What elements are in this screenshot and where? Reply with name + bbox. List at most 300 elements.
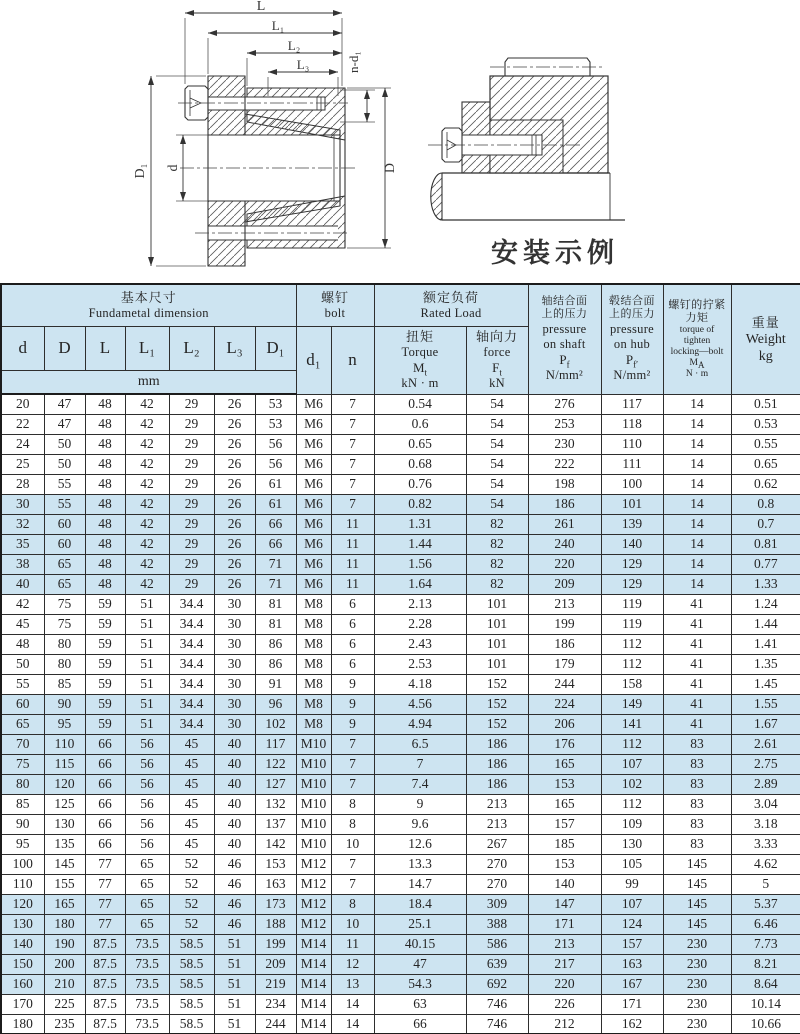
cell: 14 — [663, 414, 731, 434]
cell: 66 — [255, 534, 296, 554]
cell: 48 — [85, 494, 125, 514]
cell: 199 — [255, 934, 296, 954]
cell: 8 — [331, 894, 374, 914]
cell: 145 — [663, 894, 731, 914]
cell: 48 — [85, 554, 125, 574]
cell: 145 — [44, 854, 85, 874]
cell: 180 — [1, 1014, 44, 1034]
cell: 65 — [44, 554, 85, 574]
cell: 66 — [374, 1014, 466, 1034]
force-symbol: $F_t$ — [492, 360, 502, 378]
cell: 29 — [169, 474, 214, 494]
cell: 3.04 — [731, 794, 800, 814]
cell: 71 — [255, 554, 296, 574]
cell: 129 — [601, 574, 663, 594]
cell: 142 — [255, 834, 296, 854]
cell: 48 — [85, 394, 125, 414]
cell: 40 — [1, 574, 44, 594]
cell: 8 — [331, 814, 374, 834]
cell: 9 — [374, 794, 466, 814]
table-row — [1, 614, 800, 634]
cell: 0.62 — [731, 474, 800, 494]
p-shaft-unit: N/mm² — [545, 367, 584, 382]
cell: 26 — [214, 434, 255, 454]
cell: 22 — [1, 414, 44, 434]
cell: 40 — [214, 774, 255, 794]
cell: 61 — [255, 494, 296, 514]
table-row — [1, 654, 800, 674]
cell: 29 — [169, 394, 214, 414]
cell: 122 — [255, 754, 296, 774]
dim-label-D: D — [383, 162, 398, 174]
cell: 125 — [44, 794, 85, 814]
cell: 51 — [214, 994, 255, 1014]
table-row — [1, 894, 800, 914]
cell: 220 — [528, 554, 601, 574]
cell: 244 — [255, 1014, 296, 1034]
cell: 12 — [331, 954, 374, 974]
cell: 186 — [528, 634, 601, 654]
cell: 152 — [466, 694, 528, 714]
cell: 46 — [214, 894, 255, 914]
cell: 7 — [331, 454, 374, 474]
col-head-n: n — [331, 326, 374, 394]
cell: 41 — [663, 634, 731, 654]
cell: 1.33 — [731, 574, 800, 594]
cell: 115 — [44, 754, 85, 774]
cell: 11 — [331, 534, 374, 554]
cell: 1.67 — [731, 714, 800, 734]
cell: 58.5 — [169, 954, 214, 974]
cell: 14.7 — [374, 874, 466, 894]
table-row — [1, 934, 800, 954]
cell: 26 — [214, 414, 255, 434]
cell: 101 — [466, 634, 528, 654]
cell: 85 — [1, 794, 44, 814]
cell: M10 — [296, 814, 331, 834]
cell: 26 — [214, 394, 255, 414]
cell: 101 — [466, 614, 528, 634]
cell: 81 — [255, 594, 296, 614]
cell: M6 — [296, 494, 331, 514]
cell: M12 — [296, 854, 331, 874]
cell: 56 — [125, 774, 169, 794]
dim-label-nd1: n-d₁ — [346, 51, 361, 73]
cell: 9.6 — [374, 814, 466, 834]
cell: 14 — [663, 514, 731, 534]
header-pressure-hub — [601, 284, 663, 394]
cell: 7 — [331, 394, 374, 414]
cell: 129 — [601, 554, 663, 574]
cell: 140 — [601, 534, 663, 554]
cell: 130 — [44, 814, 85, 834]
cell: 139 — [601, 514, 663, 534]
table-row — [1, 554, 800, 574]
table-row — [1, 854, 800, 874]
cell: 6 — [331, 654, 374, 674]
cell: 61 — [255, 474, 296, 494]
cell: 29 — [169, 514, 214, 534]
cell: 48 — [85, 414, 125, 434]
cell: 51 — [125, 594, 169, 614]
dim-label-D1: D₁ — [133, 163, 148, 179]
cell: 157 — [528, 814, 601, 834]
cell: 102 — [255, 714, 296, 734]
p-shaft-zh1: 轴结合面 — [541, 295, 588, 308]
cell: 220 — [528, 974, 601, 994]
cell: 0.82 — [374, 494, 466, 514]
cell: 42 — [125, 454, 169, 474]
p-shaft-symbol: $P_f$ — [559, 352, 570, 370]
cell: 4.94 — [374, 714, 466, 734]
bolt-en: bolt — [324, 305, 346, 320]
cell: 2.89 — [731, 774, 800, 794]
cell: 7 — [331, 474, 374, 494]
cell: 152 — [466, 674, 528, 694]
table-row — [1, 414, 800, 434]
col-head-force — [466, 326, 528, 394]
dim-label-L2: L₂ — [287, 38, 301, 53]
cell: 30 — [214, 594, 255, 614]
dim-label-L: L — [256, 0, 266, 14]
cell: M14 — [296, 934, 331, 954]
cell: 29 — [169, 554, 214, 574]
rated-zh: 额定负荷 — [423, 289, 480, 305]
cell: 86 — [255, 634, 296, 654]
header-bolt — [296, 284, 374, 326]
cell: 137 — [255, 814, 296, 834]
cell: 7 — [331, 734, 374, 754]
cell: 60 — [44, 514, 85, 534]
cell: M6 — [296, 414, 331, 434]
cell: 0.6 — [374, 414, 466, 434]
cell: M14 — [296, 954, 331, 974]
cell: 42 — [125, 474, 169, 494]
p-hub-zh2: 上的压力 — [609, 308, 656, 321]
cell: 173 — [255, 894, 296, 914]
cell: 75 — [1, 754, 44, 774]
cell: 171 — [528, 914, 601, 934]
cell: 1.31 — [374, 514, 466, 534]
cell: 59 — [85, 614, 125, 634]
weight-unit: kg — [758, 348, 773, 364]
cell: 96 — [255, 694, 296, 714]
cell: M8 — [296, 654, 331, 674]
p-hub-unit: N/mm² — [613, 367, 651, 382]
cell: 46 — [214, 874, 255, 894]
cell: 41 — [663, 674, 731, 694]
cell: 82 — [466, 574, 528, 594]
table-row — [1, 834, 800, 854]
cell: 65 — [1, 714, 44, 734]
cell: 101 — [601, 494, 663, 514]
cell: 83 — [663, 814, 731, 834]
table-row — [1, 394, 800, 414]
cell: 14 — [331, 994, 374, 1014]
cell: 2.28 — [374, 614, 466, 634]
cell: 26 — [214, 554, 255, 574]
cell: 42 — [125, 534, 169, 554]
cell: 1.35 — [731, 654, 800, 674]
cell: 6 — [331, 594, 374, 614]
cell: 213 — [466, 794, 528, 814]
cell: 209 — [528, 574, 601, 594]
cell: 140 — [1, 934, 44, 954]
cell: 59 — [85, 674, 125, 694]
cell: 127 — [255, 774, 296, 794]
cell: 95 — [1, 834, 44, 854]
cell: 0.53 — [731, 414, 800, 434]
cell: 226 — [528, 994, 601, 1014]
cell: 65 — [125, 914, 169, 934]
basic-en: Fundametal dimension — [88, 305, 209, 320]
table-row — [1, 914, 800, 934]
cell: 112 — [601, 634, 663, 654]
cell: 110 — [44, 734, 85, 754]
cell: 10 — [331, 834, 374, 854]
header-weight — [731, 284, 800, 394]
cell: M6 — [296, 474, 331, 494]
cell: 54 — [466, 494, 528, 514]
cell: 8 — [331, 794, 374, 814]
cell: 7 — [374, 754, 466, 774]
cell: 230 — [528, 434, 601, 454]
cell: 117 — [255, 734, 296, 754]
cell: 0.7 — [731, 514, 800, 534]
cell: 86 — [255, 654, 296, 674]
cell: 53 — [255, 394, 296, 414]
cell: 111 — [601, 454, 663, 474]
cell: 225 — [44, 994, 85, 1014]
cell: 0.76 — [374, 474, 466, 494]
cell: 59 — [85, 654, 125, 674]
cell: 1.64 — [374, 574, 466, 594]
cell: 41 — [663, 594, 731, 614]
cell: 309 — [466, 894, 528, 914]
cell: 51 — [125, 654, 169, 674]
table-row — [1, 754, 800, 774]
cell: 66 — [85, 734, 125, 754]
cell: 55 — [1, 674, 44, 694]
cell: 66 — [85, 794, 125, 814]
col-head-D1: D₁ — [255, 326, 296, 370]
cell: 147 — [528, 894, 601, 914]
cell: 51 — [125, 634, 169, 654]
ma-en3: locking—bolt — [670, 346, 724, 357]
cell: 51 — [214, 934, 255, 954]
cell: M8 — [296, 594, 331, 614]
cell: 54.3 — [374, 974, 466, 994]
torque-zh: 扭矩 — [406, 328, 435, 344]
cell: 270 — [466, 854, 528, 874]
cell: 58.5 — [169, 1014, 214, 1034]
col-head-d1: d₁ — [296, 326, 331, 394]
cell: 56 — [125, 734, 169, 754]
cell: 26 — [214, 574, 255, 594]
cell: 112 — [601, 654, 663, 674]
cell: 40 — [214, 734, 255, 754]
cell: 163 — [601, 954, 663, 974]
cell: 120 — [44, 774, 85, 794]
cell: 54 — [466, 394, 528, 414]
cell: 59 — [85, 694, 125, 714]
cell: 7 — [331, 874, 374, 894]
cell: 0.8 — [731, 494, 800, 514]
table-row — [1, 814, 800, 834]
p-hub-en1: pressure — [609, 321, 655, 336]
cell: 1.55 — [731, 694, 800, 714]
cell: 42 — [1, 594, 44, 614]
cell: 58.5 — [169, 994, 214, 1014]
cell: 26 — [214, 454, 255, 474]
cell: 163 — [255, 874, 296, 894]
table-row — [1, 634, 800, 654]
cell: 34.4 — [169, 614, 214, 634]
cell: 51 — [125, 694, 169, 714]
cell: M8 — [296, 614, 331, 634]
cell: 83 — [663, 794, 731, 814]
cell: 10 — [331, 914, 374, 934]
cell: M14 — [296, 994, 331, 1014]
cell: 212 — [528, 1014, 601, 1034]
cell: 65 — [125, 874, 169, 894]
table-row — [1, 954, 800, 974]
cell: 63 — [374, 994, 466, 1014]
cell: 186 — [528, 494, 601, 514]
section-drawing — [90, 0, 420, 283]
cell: 30 — [214, 634, 255, 654]
cell: 35 — [1, 534, 44, 554]
cell: 14 — [663, 534, 731, 554]
cell: M6 — [296, 514, 331, 534]
cell: 14 — [663, 474, 731, 494]
cell: 51 — [125, 714, 169, 734]
cell: 0.68 — [374, 454, 466, 474]
spec-table — [0, 283, 800, 1034]
cell: 28 — [1, 474, 44, 494]
cell: 58.5 — [169, 974, 214, 994]
cell: 73.5 — [125, 974, 169, 994]
cell: 118 — [601, 414, 663, 434]
cell: 746 — [466, 994, 528, 1014]
cell: 50 — [44, 434, 85, 454]
col-head-L2: L₂ — [169, 326, 214, 370]
cell: 41 — [663, 714, 731, 734]
cell: 83 — [663, 734, 731, 754]
cell: 80 — [44, 654, 85, 674]
cell: 25 — [1, 454, 44, 474]
cell: 261 — [528, 514, 601, 534]
cell: 65 — [44, 574, 85, 594]
cell: 234 — [255, 994, 296, 1014]
cell: 11 — [331, 574, 374, 594]
cell: 50 — [44, 454, 85, 474]
cell: 29 — [169, 574, 214, 594]
cell: 91 — [255, 674, 296, 694]
header-basic-dimension — [1, 284, 296, 326]
cell: 153 — [528, 774, 601, 794]
cell: 7 — [331, 774, 374, 794]
cell: 186 — [466, 754, 528, 774]
torque-symbol: $M_t$ — [412, 360, 428, 378]
cell: 34.4 — [169, 674, 214, 694]
cell: 1.41 — [731, 634, 800, 654]
col-head-L1: L₁ — [125, 326, 169, 370]
cell: 87.5 — [85, 974, 125, 994]
cell: 30 — [214, 654, 255, 674]
cell: 34.4 — [169, 694, 214, 714]
cell: 29 — [169, 494, 214, 514]
cell: 45 — [169, 774, 214, 794]
ma-zh1: 螺钉的拧紧 — [668, 298, 726, 311]
cell: 34.4 — [169, 714, 214, 734]
cell: 176 — [528, 734, 601, 754]
cell: M14 — [296, 1014, 331, 1034]
cell: 51 — [125, 674, 169, 694]
cell: M8 — [296, 714, 331, 734]
cell: 59 — [85, 594, 125, 614]
cell: 107 — [601, 894, 663, 914]
dim-label-d: d — [166, 164, 181, 172]
cell: 102 — [601, 774, 663, 794]
cell: 0.81 — [731, 534, 800, 554]
cell: 77 — [85, 914, 125, 934]
cell: 42 — [125, 554, 169, 574]
cell: 59 — [85, 714, 125, 734]
cell: 119 — [601, 594, 663, 614]
cell: 152 — [466, 714, 528, 734]
cell: 253 — [528, 414, 601, 434]
cell: 11 — [331, 514, 374, 534]
cell: 48 — [85, 474, 125, 494]
table-row — [1, 694, 800, 714]
cell: 120 — [1, 894, 44, 914]
cell: 42 — [125, 394, 169, 414]
cell: 77 — [85, 854, 125, 874]
cell: 746 — [466, 1014, 528, 1034]
cell: 153 — [255, 854, 296, 874]
cell: 140 — [528, 874, 601, 894]
cell: 34.4 — [169, 634, 214, 654]
cell: 48 — [85, 534, 125, 554]
table-row — [1, 794, 800, 814]
cell: 135 — [44, 834, 85, 854]
cell: 41 — [663, 614, 731, 634]
cell: 82 — [466, 514, 528, 534]
cell: 52 — [169, 854, 214, 874]
cell: 47 — [44, 414, 85, 434]
cell: 56 — [125, 754, 169, 774]
cell: 29 — [169, 534, 214, 554]
cell: 41 — [663, 694, 731, 714]
cell: 48 — [85, 514, 125, 534]
cell: 66 — [85, 834, 125, 854]
cell: 6.46 — [731, 914, 800, 934]
cell: 47 — [44, 394, 85, 414]
ma-zh2: 力矩 — [685, 311, 709, 324]
cell: 14 — [663, 434, 731, 454]
cell: 40 — [214, 834, 255, 854]
cell: 7 — [331, 854, 374, 874]
ma-en1: torque of — [679, 325, 715, 336]
weight-en: Weight — [745, 331, 786, 347]
p-shaft-en2: on shaft — [543, 336, 586, 351]
cell: 1.44 — [731, 614, 800, 634]
cell: 42 — [125, 414, 169, 434]
cell: 5.37 — [731, 894, 800, 914]
cell: 54 — [466, 454, 528, 474]
cell: 8.64 — [731, 974, 800, 994]
